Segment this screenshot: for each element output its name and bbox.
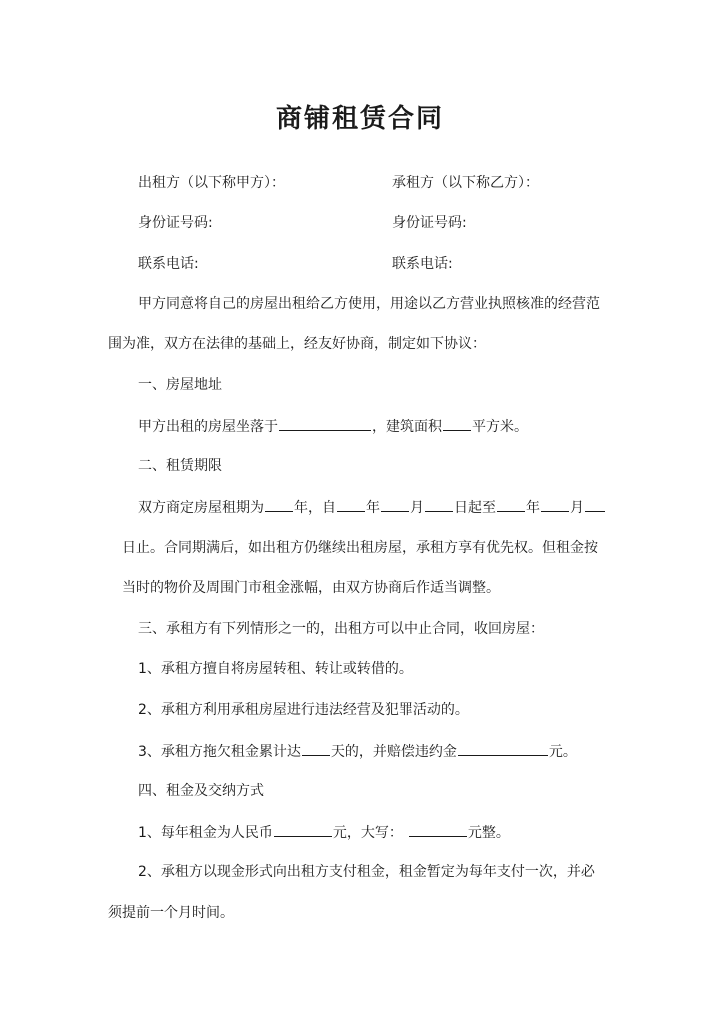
section-2-line-2: 日止。合同期满后，如出租方仍继续出租房屋，承租方享有优先权。但租金按 — [122, 540, 598, 556]
arrears-text-b: 天的，并赔偿违约金 — [330, 744, 457, 760]
start-year-blank — [337, 497, 365, 512]
section-3-item-1: 1、承租方擅自将房屋转租、转让或转借的。 — [138, 661, 413, 677]
section-2-line-3: 当时的物价及周围门市租金涨幅，由双方协商后作适当调整。 — [122, 580, 500, 596]
rent-text-a: 1、每年租金为人民币 — [138, 825, 273, 841]
end-year-blank — [497, 497, 525, 512]
term-text-d: 月 — [410, 500, 424, 516]
lessee-id-label: 身份证号码: — [392, 215, 467, 231]
section-3-item-3 — [138, 741, 577, 762]
section-3-heading: 三、承租方有下列情形之一的，出租方可以中止合同，收回房屋： — [138, 621, 544, 637]
lessor-id-label: 身份证号码: — [138, 215, 213, 231]
section-4-item-2-line-1: 2、承租方以现金形式向出租方支付租金，租金暂定为每年支付一次，并必 — [138, 864, 595, 880]
start-month-blank — [381, 497, 409, 512]
penalty-amount-blank — [458, 741, 548, 756]
term-text-b: 年，自 — [294, 500, 336, 516]
term-text-a: 双方商定房屋租期为 — [138, 500, 264, 516]
section-2-heading: 二、租赁期限 — [138, 458, 222, 474]
section-2-line-1 — [138, 497, 606, 518]
term-text-e: 日起至 — [454, 500, 496, 516]
lessor-phone-label: 联系电话: — [138, 256, 199, 272]
page-title: 商铺租赁合同 — [275, 104, 444, 134]
start-day-blank — [425, 497, 453, 512]
section-4-item-1 — [138, 822, 510, 843]
term-text-c: 年 — [366, 500, 380, 516]
section-4-heading: 四、租金及交纳方式 — [138, 783, 264, 799]
section-1-text — [138, 416, 528, 437]
lessor-label: 出租方（以下称甲方）： — [138, 175, 285, 191]
term-text-g: 月 — [570, 500, 584, 516]
address-text: 甲方出租的房屋坐落于 — [138, 419, 278, 435]
address-blank — [279, 416, 371, 431]
lessee-phone-label: 联系电话: — [392, 256, 453, 272]
arrears-text-a: 3、承租方拖欠租金累计达 — [138, 744, 301, 760]
end-month-blank — [541, 497, 569, 512]
term-years-blank — [265, 497, 293, 512]
section-3-item-2: 2、承租方利用承租房屋进行违法经营及犯罪活动的。 — [138, 702, 469, 718]
arrears-days-blank — [302, 741, 330, 756]
lessee-label: 承租方（以下称乙方）： — [392, 175, 539, 191]
rent-amount-blank — [274, 822, 332, 837]
arrears-text-c: 元。 — [548, 744, 577, 760]
rent-uppercase-blank — [409, 822, 467, 837]
rent-text-c: 元整。 — [467, 825, 510, 841]
rent-text-b: 元，大写： — [332, 825, 403, 841]
area-text: ，建筑面积 — [372, 419, 442, 435]
intro-line-1: 甲方同意将自己的房屋出租给乙方使用，用途以乙方营业执照核准的经营范 — [138, 296, 600, 312]
term-text-f: 年 — [526, 500, 540, 516]
end-day-blank — [585, 497, 605, 512]
intro-line-2: 围为准，双方在法律的基础上，经友好协商，制定如下协议： — [108, 336, 486, 352]
section-4-item-2-line-2: 须提前一个月时间。 — [108, 905, 234, 921]
area-blank — [443, 416, 471, 431]
section-1-heading: 一、房屋地址 — [138, 377, 222, 393]
area-unit-text: 平方米。 — [472, 419, 528, 435]
